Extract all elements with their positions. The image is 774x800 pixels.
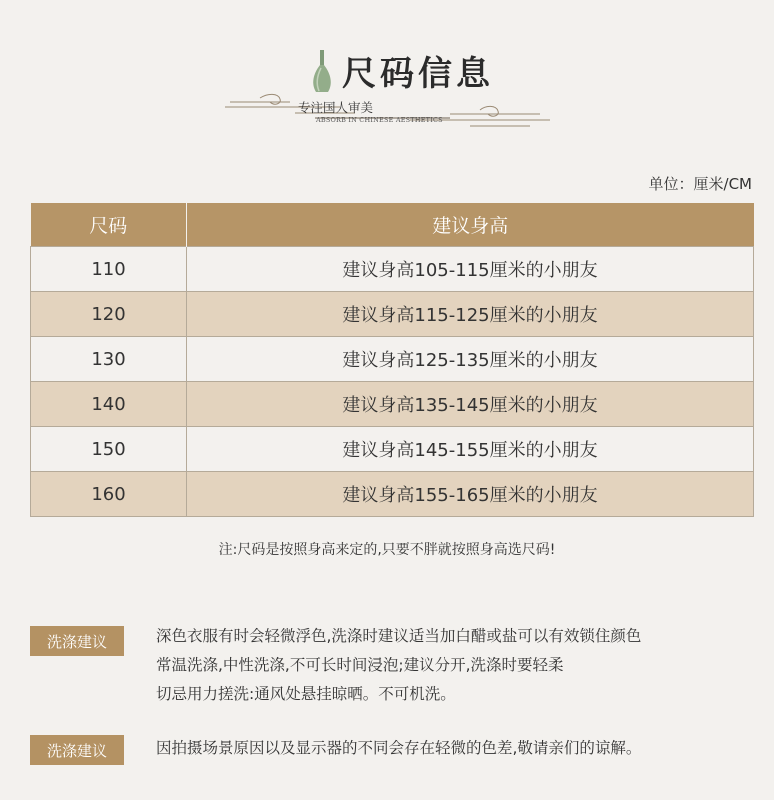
table-row	[31, 247, 754, 292]
size-cell: 130	[31, 337, 187, 382]
wash-line: 深色衣服有时会轻微浮色,洗涤时建议适当加白醋或盐可以有效锁住颜色	[156, 627, 642, 645]
table-row	[31, 382, 754, 427]
color-note-tag: 洗涤建议	[30, 735, 124, 765]
wash-line: 常温洗涤,中性洗涤,不可长时间浸泡;建议分开,洗涤时要轻柔	[156, 656, 564, 674]
wash-advice-text	[156, 622, 641, 709]
table-row	[31, 472, 754, 517]
height-cell: 建议身高115-125厘米的小朋友	[187, 292, 754, 337]
size-cell: 150	[31, 427, 187, 472]
vase-icon	[309, 50, 335, 94]
table-row	[31, 292, 754, 337]
height-cell: 建议身高105-115厘米的小朋友	[187, 247, 754, 292]
height-cell: 建议身高135-145厘米的小朋友	[187, 382, 754, 427]
unit-label: 单位：厘米/CM	[648, 175, 752, 193]
column-header-size: 尺码	[31, 203, 187, 247]
page-title: 尺码信息	[342, 54, 494, 94]
size-cell: 110	[31, 247, 187, 292]
table-row	[31, 337, 754, 382]
table-header-row	[31, 203, 754, 247]
table-row	[31, 427, 754, 472]
color-note-text: 因拍摄场景原因以及显示器的不同会存在轻微的色差,敬请亲们的谅解。	[156, 739, 642, 757]
size-note: 注:尺码是按照身高来定的,只要不胖就按照身高选尺码!	[218, 542, 556, 558]
column-header-height: 建议身高	[187, 203, 754, 247]
size-cell: 120	[31, 292, 187, 337]
size-cell: 160	[31, 472, 187, 517]
wash-line: 切忌用力搓洗:通风处悬挂晾晒。不可机洗。	[156, 685, 456, 703]
subtitle-english: ABSORB IN CHINESE AESTHETICS	[316, 116, 443, 124]
header	[0, 0, 774, 150]
decorative-lines	[220, 90, 560, 130]
size-cell: 140	[31, 382, 187, 427]
height-cell: 建议身高145-155厘米的小朋友	[187, 427, 754, 472]
height-cell: 建议身高125-135厘米的小朋友	[187, 337, 754, 382]
wash-advice-tag: 洗涤建议	[30, 626, 124, 656]
subtitle: 专注国人审美	[298, 100, 374, 115]
size-table	[30, 203, 754, 517]
height-cell: 建议身高155-165厘米的小朋友	[187, 472, 754, 517]
